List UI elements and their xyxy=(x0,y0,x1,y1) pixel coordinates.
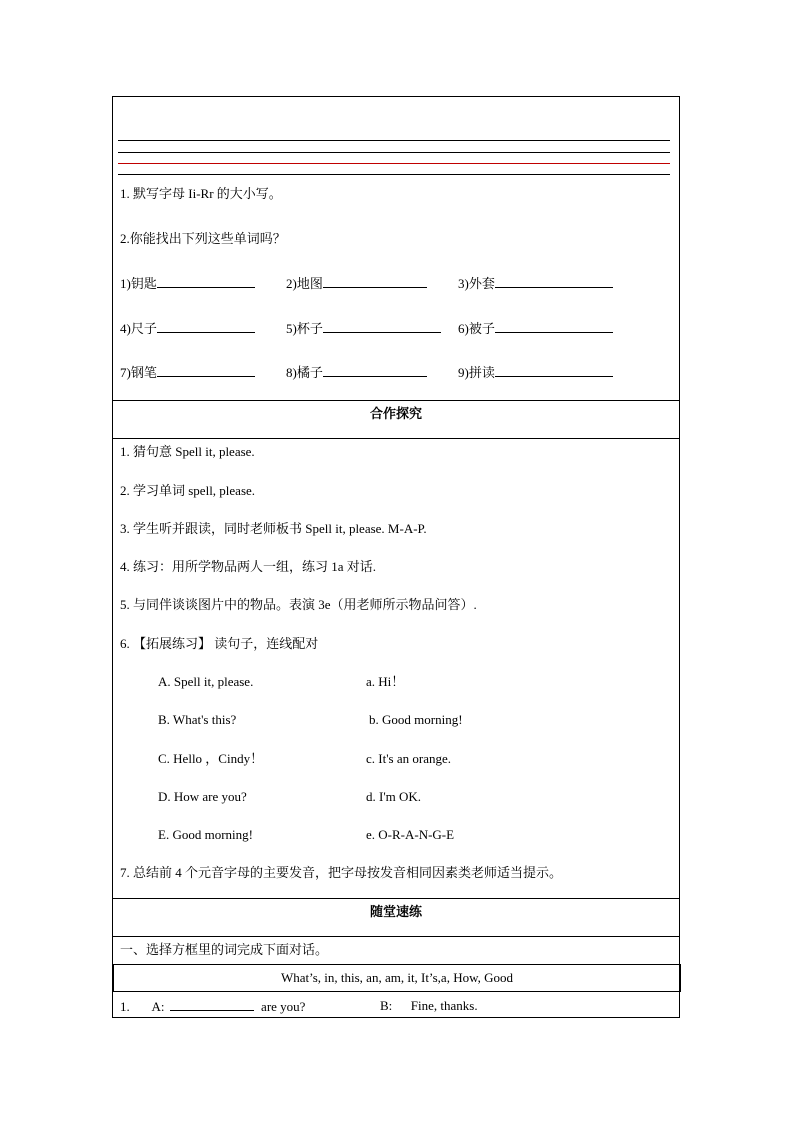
match-right-e: e. O-R-A-N-G-E xyxy=(366,827,455,842)
match-left-b: B. What's this? xyxy=(158,712,237,727)
section-heading-cooperative: 合作探究 xyxy=(369,406,422,421)
speaker-a-label: A: xyxy=(151,999,165,1014)
question-number: 1. xyxy=(120,999,130,1014)
match-right-c: c. It's an orange. xyxy=(366,751,452,766)
ruling-line-4 xyxy=(118,174,670,175)
question-1 xyxy=(120,998,305,1015)
word-label: 9)拼读 xyxy=(458,365,495,380)
step-6: 6. 【拓展练习】 读句子，连线配对 xyxy=(120,636,319,651)
step-2: 2. 学习单词 spell, please. xyxy=(120,483,256,498)
answer-blank[interactable] xyxy=(170,998,254,1011)
word-label: 6)被子 xyxy=(458,321,495,336)
answer-blank[interactable] xyxy=(495,320,613,333)
word-bank-box xyxy=(113,964,681,992)
word-item xyxy=(120,275,255,292)
section-heading-practice: 随堂速练 xyxy=(369,904,422,919)
word-item xyxy=(458,275,613,292)
question-1-reply xyxy=(380,998,478,1014)
step-7: 7. 总结前 4 个元音字母的主要发音，把字母按发音相同因素类老师适当提示。 xyxy=(120,865,563,880)
step-4: 4. 练习：用所学物品两人一组，练习 1a 对话. xyxy=(120,559,377,574)
word-label: 8)橘子 xyxy=(286,365,323,380)
word-label: 3)外套 xyxy=(458,276,495,291)
step-3: 3. 学生听并跟读，同时老师板书 Spell it, please. M-A-P. xyxy=(120,521,427,536)
match-right-b: b. Good morning! xyxy=(369,712,463,727)
match-left-a: A. Spell it, please. xyxy=(158,674,254,689)
answer-blank[interactable] xyxy=(323,275,427,288)
exercise-instruction: 一、选择方框里的词完成下面对话。 xyxy=(120,942,329,957)
word-item xyxy=(120,364,255,381)
step-1: 1. 猜句意 Spell it, please. xyxy=(120,444,255,459)
match-left-c: C. Hello ，Cindy！ xyxy=(158,751,264,766)
word-bank-text: What’s, in, this, an, am, it, It’s,a, How, Good xyxy=(280,970,514,985)
word-item xyxy=(458,364,613,381)
word-label: 2)地图 xyxy=(286,276,323,291)
match-left-d: D. How are you? xyxy=(158,789,247,804)
ruling-line-2 xyxy=(118,152,670,153)
answer-blank[interactable] xyxy=(323,364,427,377)
word-label: 7)钢笔 xyxy=(120,365,157,380)
answer-blank[interactable] xyxy=(495,364,613,377)
word-label: 4)尺子 xyxy=(120,321,157,336)
word-item xyxy=(286,275,427,292)
match-right-a: a. Hi！ xyxy=(366,674,405,689)
ruling-line-1 xyxy=(118,140,670,141)
word-item xyxy=(286,320,441,337)
word-label: 1)钥匙 xyxy=(120,276,157,291)
item-2-text: 2.你能找出下列这些单词吗？ xyxy=(120,231,286,246)
match-left-e: E. Good morning! xyxy=(158,827,253,842)
divider xyxy=(112,936,680,937)
step-5: 5. 与同伴谈谈图片中的物品。表演 3e（用老师所示物品问答）. xyxy=(120,597,477,612)
ruling-line-3 xyxy=(118,163,670,164)
word-item xyxy=(286,364,427,381)
speaker-b-label: B: xyxy=(380,998,393,1013)
speaker-b-text: Fine, thanks. xyxy=(410,998,478,1013)
answer-blank[interactable] xyxy=(495,275,613,288)
word-item xyxy=(120,320,255,337)
answer-blank[interactable] xyxy=(323,320,441,333)
answer-blank[interactable] xyxy=(157,275,255,288)
answer-blank[interactable] xyxy=(157,320,255,333)
match-right-d: d. I'm OK. xyxy=(366,789,422,804)
word-item xyxy=(458,320,613,337)
item-1-text: 1. 默写字母 Ii-Rr 的大小写。 xyxy=(120,186,282,201)
divider xyxy=(112,898,680,899)
divider xyxy=(112,438,680,439)
divider xyxy=(112,400,680,401)
speaker-a-text: are you? xyxy=(261,999,306,1014)
word-label: 5)杯子 xyxy=(286,321,323,336)
answer-blank[interactable] xyxy=(157,364,255,377)
